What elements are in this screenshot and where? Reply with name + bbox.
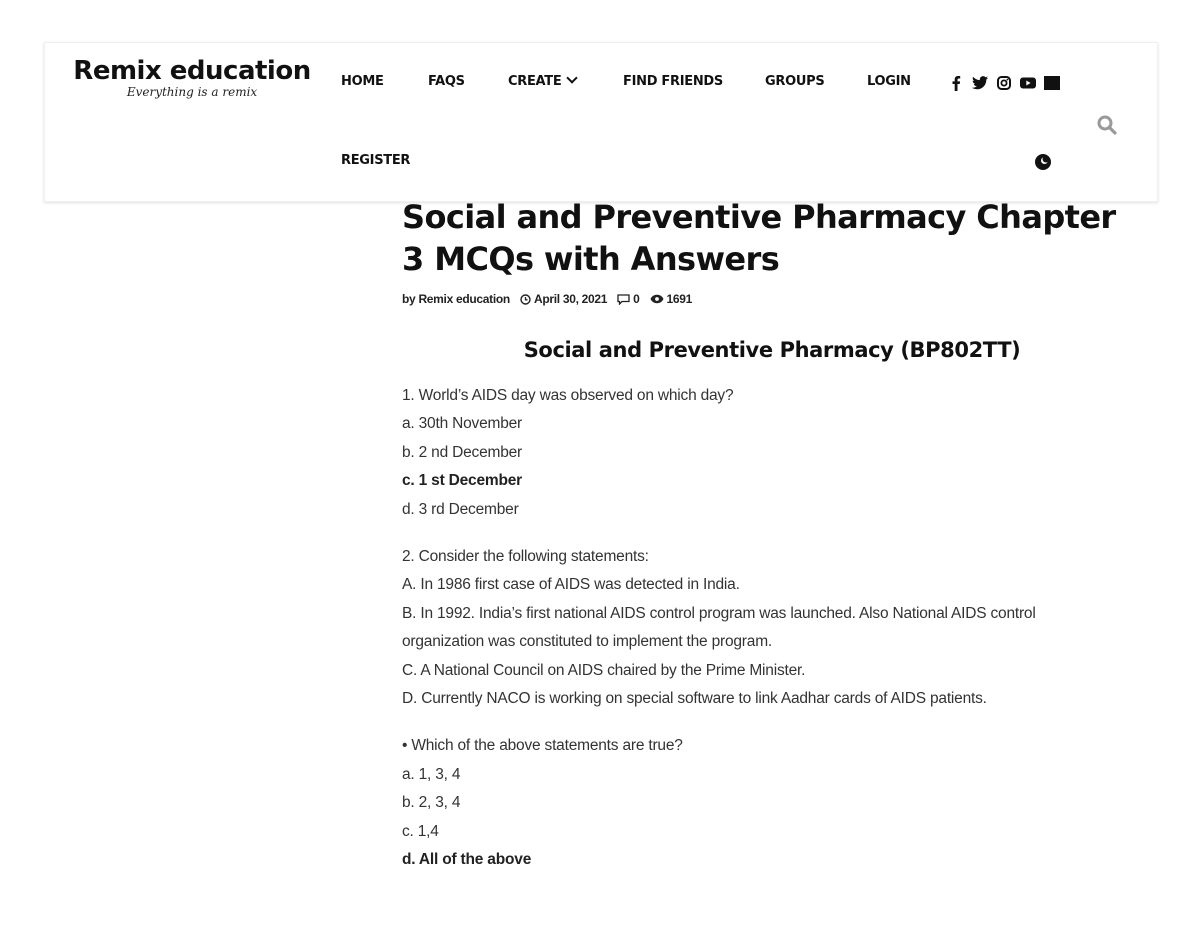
post-date [520, 292, 607, 306]
option-d: d. 3 rd December [402, 500, 519, 518]
site-logo[interactable] [67, 55, 317, 99]
option-c: c. 1,4 [402, 822, 439, 840]
page-title: Social and Preventive Pharmacy Chapter 3 MCQs with Answers [402, 198, 1116, 278]
facebook-icon[interactable] [948, 75, 964, 91]
nav-groups[interactable]: GROUPS [765, 74, 825, 89]
option-d-correct: d. All of the above [402, 851, 532, 869]
search-icon[interactable] [1096, 114, 1118, 136]
question-prompt: • Which of the above statements are true? [402, 737, 683, 755]
dark-mode-toggle-icon[interactable] [1034, 153, 1052, 171]
brand-name[interactable]: Remix education [73, 56, 311, 86]
section-heading: Social and Preventive Pharmacy (BP802TT) [523, 338, 1021, 362]
nav-find-friends[interactable]: FIND FRIENDS [623, 74, 723, 89]
social-links [948, 73, 1060, 93]
option-a: a. 30th November [402, 415, 523, 433]
nav-create-label: CREATE [508, 74, 562, 89]
question-2 [402, 543, 1142, 713]
question-1 [402, 382, 1142, 524]
post-date-text: April 30, 2021 [533, 292, 608, 306]
post-views-count: 1691 [666, 292, 693, 306]
nav-home[interactable]: HOME [341, 74, 384, 89]
brand-tagline: Everything is a remix [126, 85, 258, 99]
nav-create[interactable] [508, 74, 576, 89]
site-header [44, 42, 1158, 202]
post-meta [402, 292, 1142, 306]
nav-register[interactable]: REGISTER [341, 153, 411, 168]
option-c-correct: c. 1 st December [402, 472, 523, 490]
youtube-icon[interactable] [1020, 75, 1036, 91]
statement-b: B. In 1992. India’s first national AIDS control program was launched. Also National AIDS control [402, 604, 1036, 622]
nav-login[interactable]: LOGIN [867, 74, 911, 89]
option-b: b. 2 nd December [402, 443, 523, 461]
post-comments[interactable] [617, 292, 639, 306]
statement-a: A. In 1986 first case of AIDS was detected in India. [402, 576, 740, 594]
eye-icon [650, 294, 664, 304]
question-text: 1. World’s AIDS day was observed on which day? [402, 387, 734, 404]
question-text: 2. Consider the following statements: [402, 548, 649, 566]
statement-b-cont: organization was constituted to implement the program. [402, 633, 773, 651]
clock-icon [520, 294, 531, 305]
option-b: b. 2, 3, 4 [402, 794, 461, 812]
nav-faqs[interactable]: FAQS [428, 74, 465, 89]
statement-c: C. A National Council on AIDS chaired by the Prime Minister. [402, 661, 806, 679]
post-comments-count: 0 [633, 292, 640, 306]
statement-d: D. Currently NACO is working on special software to link Aadhar cards of AIDS patients. [402, 690, 987, 708]
twitter-icon[interactable] [972, 75, 988, 91]
option-a: a. 1, 3, 4 [402, 765, 461, 783]
chevron-down-icon [567, 72, 578, 83]
post-views [650, 292, 693, 306]
comment-icon [617, 294, 630, 305]
article [402, 196, 1142, 875]
post-author[interactable]: by Remix education [402, 292, 510, 306]
question-2-options [402, 732, 1142, 874]
square-icon[interactable] [1044, 75, 1060, 91]
instagram-icon[interactable] [996, 75, 1012, 91]
